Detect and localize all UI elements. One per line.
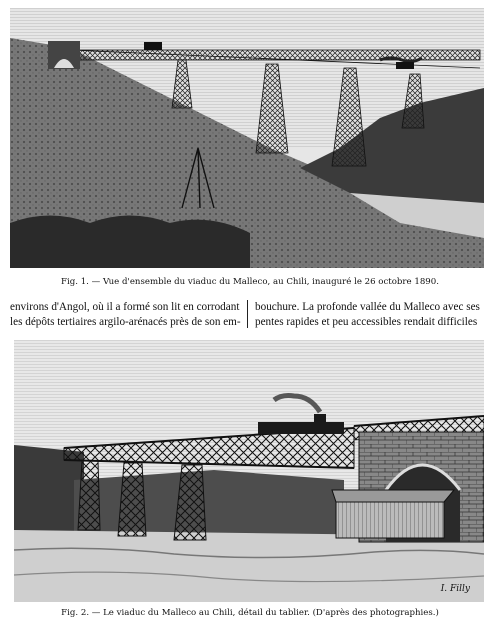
text-column-right	[255, 300, 491, 330]
figure-1-caption: Fig. 1. — Vue d'ensemble du viaduc du Malleco, au Chili, inauguré le 26 octobre 1890.	[61, 277, 439, 287]
engraver-signature: I. Filly	[440, 584, 470, 594]
column-divider	[247, 300, 248, 328]
figure-1-engraving	[10, 8, 484, 268]
text-column-left	[10, 300, 246, 330]
figure-2-engraving	[14, 340, 484, 602]
figure-2-illustration	[14, 340, 484, 602]
figure-2-caption: Fig. 2. — Le viaduc du Malleco au Chili, détail du tablier. (D'après des photographies.)	[61, 608, 439, 618]
figure-1-illustration	[10, 8, 484, 268]
text-line: environs d'Angol, où il a formé son lit en corrodant	[10, 301, 240, 313]
text-line: les dépôts tertiaires argilo-arénacés près de son em-	[10, 316, 241, 328]
text-line: pentes rapides et peu accessibles rendait difficiles	[255, 316, 478, 328]
text-line: bouchure. La profonde vallée du Malleco avec ses	[255, 301, 480, 313]
